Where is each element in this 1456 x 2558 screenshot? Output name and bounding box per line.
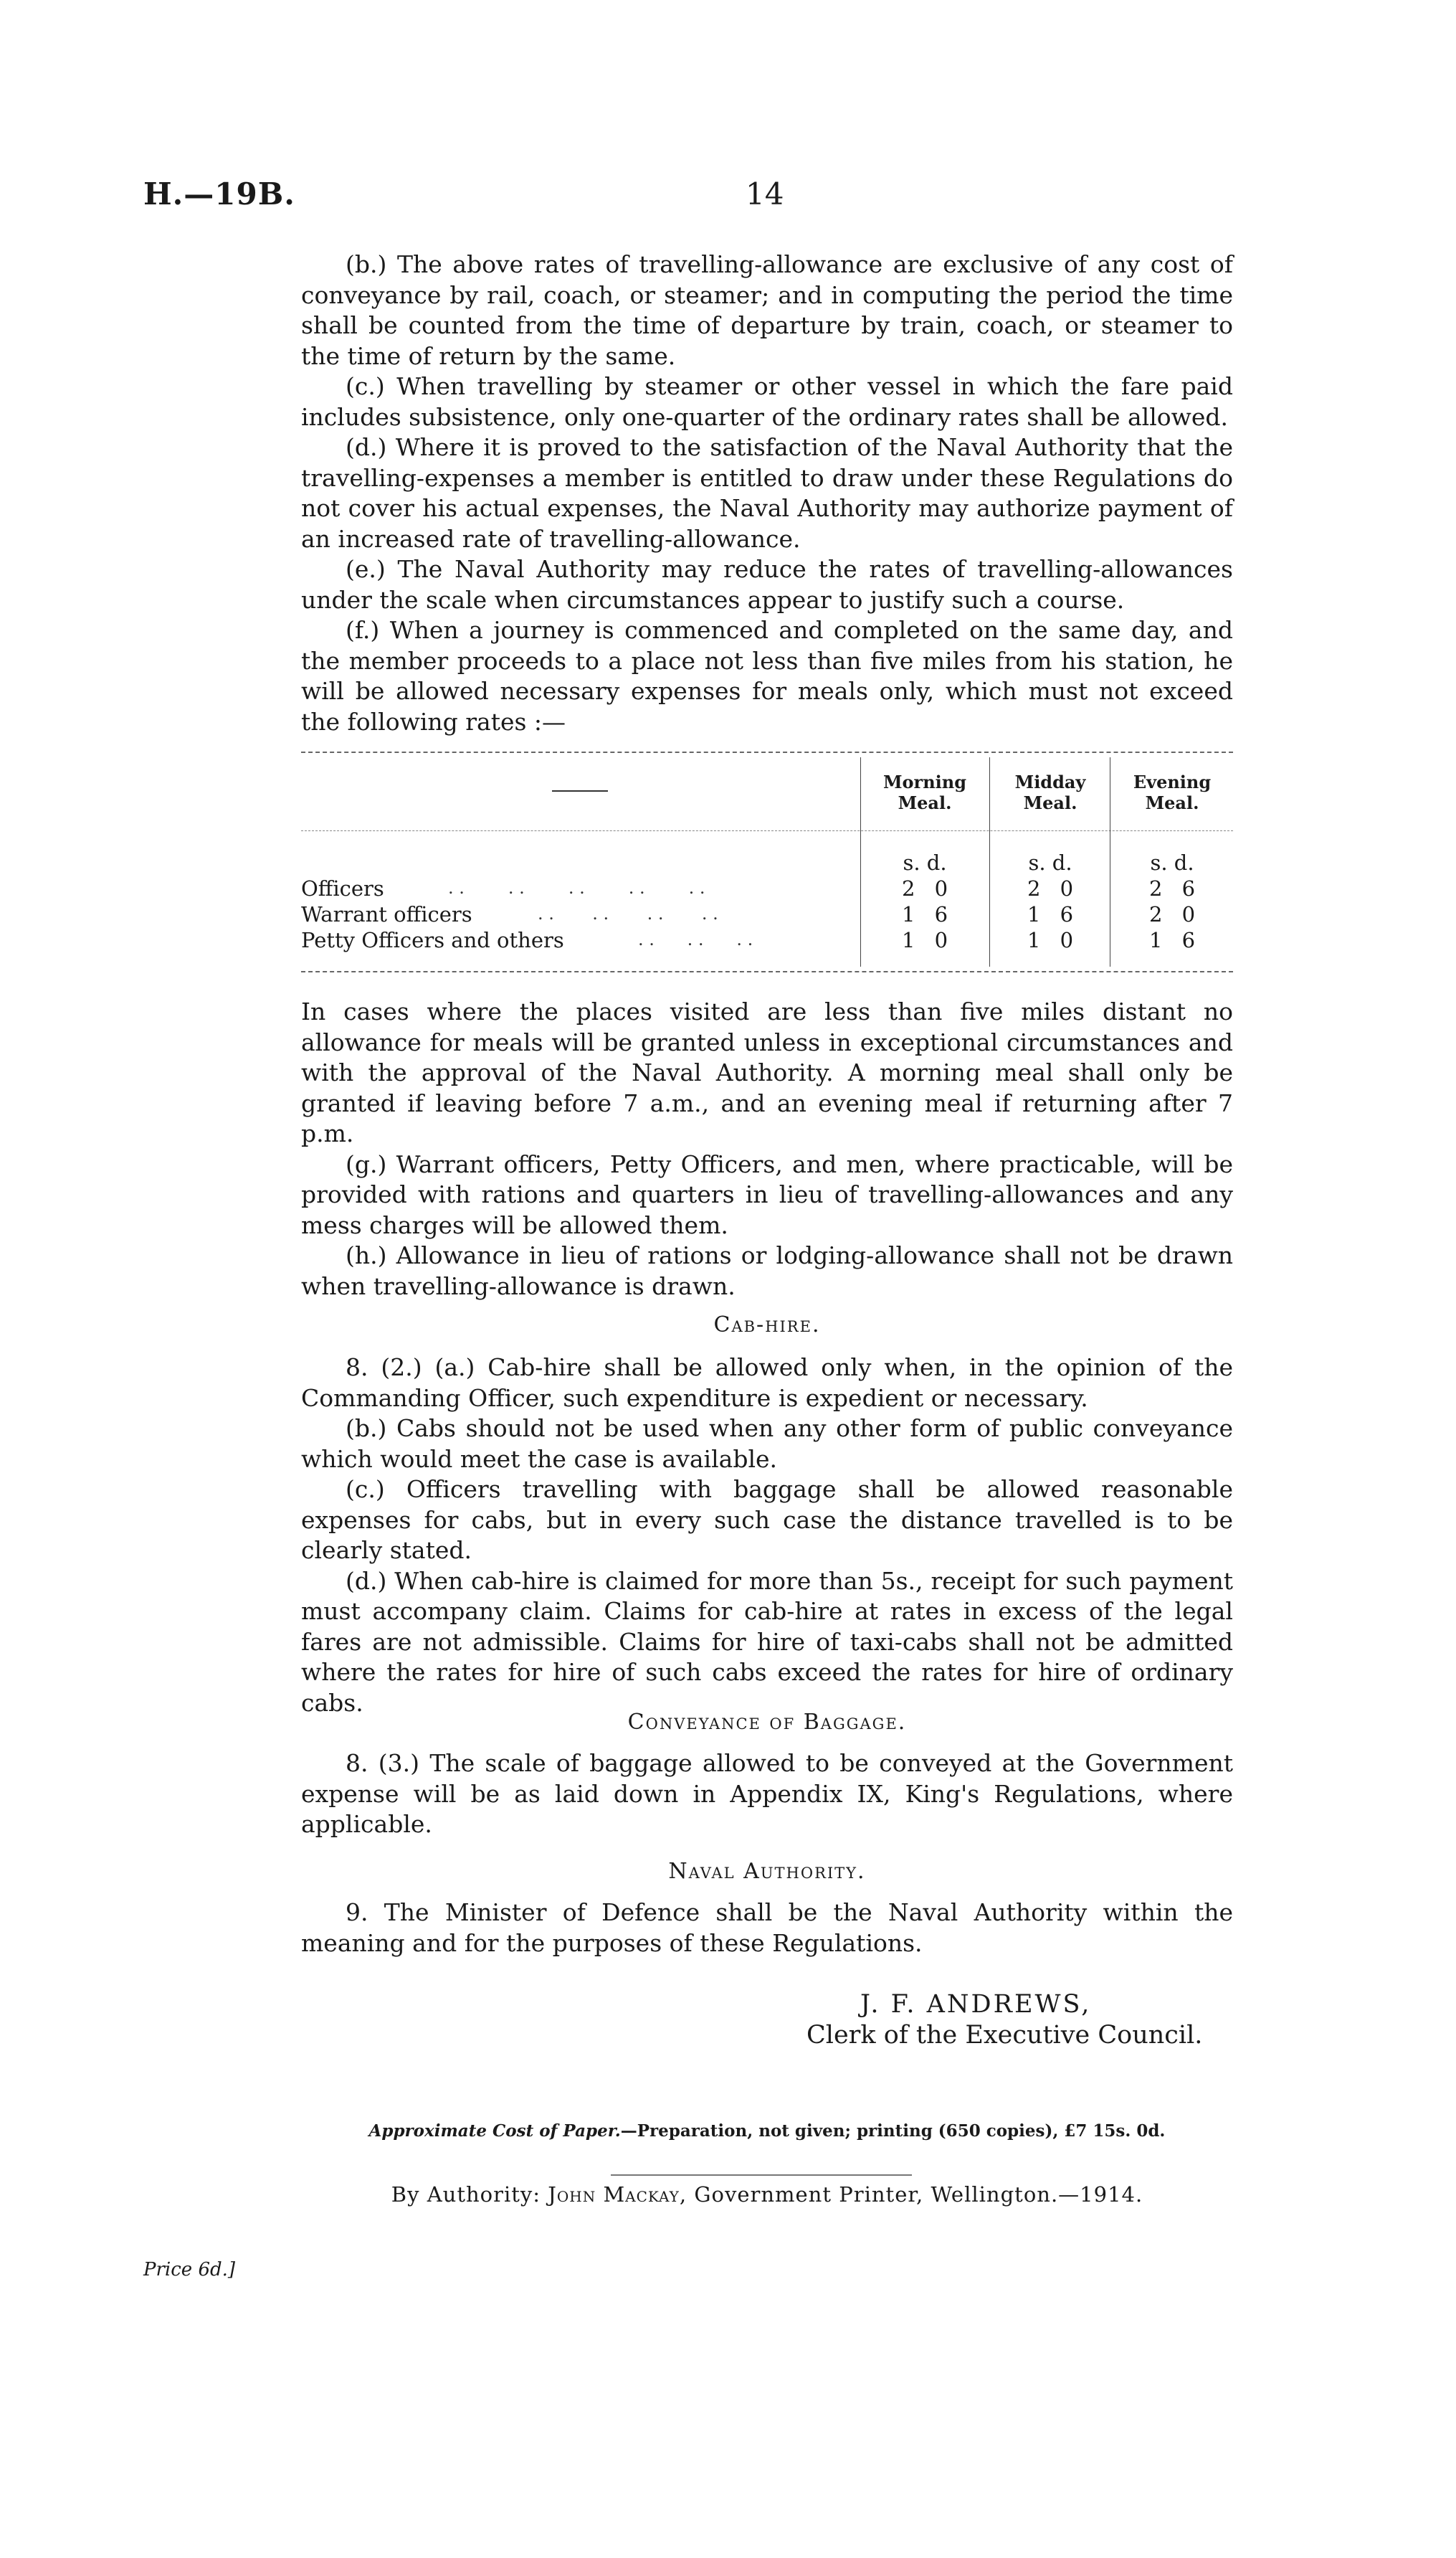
paragraph-baggage: 8. (3.) The scale of baggage allowed to be conveyed at the Government expense will be as laid down in Appendix IX, King's Regulations, where applicable. bbox=[301, 1749, 1233, 1838]
paragraph-h: (h.) Allowance in lieu of rations or lodging-allowance shall not be drawn when travelling-allowance is drawn. bbox=[301, 1241, 1233, 1300]
table-header-rule bbox=[301, 830, 1233, 831]
paragraph-cab-a: 8. (2.) (a.) Cab-hire shall be allowed only when, in the opinion of the Commanding Officer, such expenditure is expedient or necessary. bbox=[301, 1353, 1233, 1412]
cost-text: —Preparation, not given; printing (650 copies), £7 15s. 0d. bbox=[620, 2121, 1166, 2141]
table-cell: 1 6 bbox=[1027, 902, 1074, 927]
table-top-rule bbox=[301, 752, 1233, 753]
table-cell: 1 6 bbox=[901, 902, 948, 927]
row-label-officers: Officers bbox=[301, 876, 384, 901]
price-note: Price 6d.] bbox=[143, 2259, 236, 2280]
table-cell: 1 6 bbox=[1148, 928, 1196, 952]
naval-authority-paragraph-block bbox=[301, 1898, 1233, 1958]
table-cell: 2 0 bbox=[1027, 876, 1074, 901]
paragraph-meal-conditions: In cases where the places visited are less than five miles distant no allowance for meals will be granted unless in exceptional circumstances and with the approval of the Naval Authority. A morning meal shall only be granted if leaving before 7 a.m., and an evening meal if returning after 7 p.m. bbox=[301, 998, 1233, 1147]
cab-hire-paragraphs bbox=[301, 1353, 1233, 1718]
table-stub-header bbox=[552, 790, 608, 792]
printer-name: John Mackay, bbox=[548, 2182, 687, 2207]
printer-imprint bbox=[301, 2182, 1233, 2207]
column-header-evening: Evening Meal. bbox=[1133, 772, 1212, 813]
cost-of-paper-line bbox=[301, 2121, 1233, 2141]
baggage-heading: Conveyance of Baggage. bbox=[627, 1710, 907, 1735]
table-bottom-rule bbox=[301, 971, 1233, 972]
paragraph-b: (b.) The above rates of travelling-allowance are exclusive of any cost of conveyance by rail, coach, or steamer; and in computing the period the time shall be counted from the time of departure by train, coach, or steamer to the time of return by the same. bbox=[301, 250, 1233, 370]
paragraph-g: (g.) Warrant officers, Petty Officers, and men, where practicable, will be provided with rations and quarters in lieu of travelling-allowances and any mess charges will be allowed them. bbox=[301, 1150, 1233, 1239]
column-unit: s. d. bbox=[1028, 851, 1072, 875]
paragraph-e: (e.) The Naval Authority may reduce the rates of travelling-allowances under the scale when circumstances appear to justify such a course. bbox=[301, 555, 1233, 614]
signatory-name: J. F. ANDREWS, bbox=[860, 1990, 1092, 2019]
paragraph-d: (d.) Where it is proved to the satisfaction of the Naval Authority that the travelling-expenses a member is entitled to draw under these Regulations do not cover his actual expenses, the Naval Authority may authorize payment of an increased rate of travelling-allowance. bbox=[301, 433, 1233, 553]
paragraph-cab-b: (b.) Cabs should not be used when any other form of public conveyance which would meet the case is available. bbox=[301, 1414, 1233, 1473]
footer-divider bbox=[611, 2174, 912, 2176]
column-unit: s. d. bbox=[903, 851, 947, 875]
cab-hire-heading: Cab-hire. bbox=[713, 1312, 821, 1337]
authority-suffix: Government Printer, Wellington.—1914. bbox=[694, 2182, 1143, 2207]
table-cell: 1 0 bbox=[901, 928, 948, 952]
table-cell: 1 0 bbox=[1027, 928, 1074, 952]
baggage-paragraph-block bbox=[301, 1748, 1233, 1840]
row-label-petty-officers: Petty Officers and others bbox=[301, 928, 564, 952]
meal-allowance-paragraphs bbox=[301, 997, 1233, 1302]
naval-authority-heading: Naval Authority. bbox=[668, 1859, 866, 1884]
row-label-warrant-officers: Warrant officers bbox=[301, 902, 472, 927]
table-cell: 2 6 bbox=[1148, 876, 1196, 901]
table-cell: 2 0 bbox=[901, 876, 948, 901]
dot-leaders: . . . . . . . . bbox=[538, 904, 718, 924]
paragraph-naval-authority: 9. The Minister of Defence shall be the Naval Authority within the meaning and for the purposes of these Regulations. bbox=[301, 1898, 1233, 1957]
page-header-reference: H.—19B. bbox=[143, 176, 295, 212]
travelling-allowance-paragraphs bbox=[301, 250, 1233, 737]
authority-prefix: By Authority: bbox=[391, 2182, 541, 2207]
column-unit: s. d. bbox=[1150, 851, 1194, 875]
cost-label: Approximate Cost of Paper. bbox=[368, 2121, 621, 2141]
paragraph-f: (f.) When a journey is commenced and completed on the same day, and the member proceeds to a place not less than five miles from his station, he will be allowed necessary expenses for meals only, which must not exceed the following rates :— bbox=[301, 616, 1233, 736]
paragraph-cab-d: (d.) When cab-hire is claimed for more than 5s., receipt for such payment must accompany claim. Claims for cab-hire at rates in excess of the legal fares are not admissible. Claims for hire of taxi-cabs shall not be admitted where the rates for hire of such cabs exceed the rates for hire of ordinary cabs. bbox=[301, 1566, 1233, 1717]
column-header-morning: Morning Meal. bbox=[882, 772, 966, 813]
paragraph-cab-c: (c.) Officers travelling with baggage shall be allowed reasonable expenses for cabs, but in every such case the distance travelled is to be clearly stated. bbox=[301, 1475, 1233, 1564]
table-column-divider bbox=[860, 757, 861, 967]
dot-leaders: . . . . . . bbox=[638, 929, 753, 949]
signatory-title: Clerk of the Executive Council. bbox=[806, 2021, 1203, 2050]
page-number: 14 bbox=[746, 176, 784, 212]
paragraph-c: (c.) When travelling by steamer or other vessel in which the fare paid includes subsistence, only one-quarter of the ordinary rates shall be allowed. bbox=[301, 372, 1233, 431]
table-cell: 2 0 bbox=[1148, 902, 1196, 927]
column-header-midday: Midday Meal. bbox=[1014, 772, 1086, 813]
dot-leaders: . . . . . . . . . . bbox=[448, 878, 705, 898]
